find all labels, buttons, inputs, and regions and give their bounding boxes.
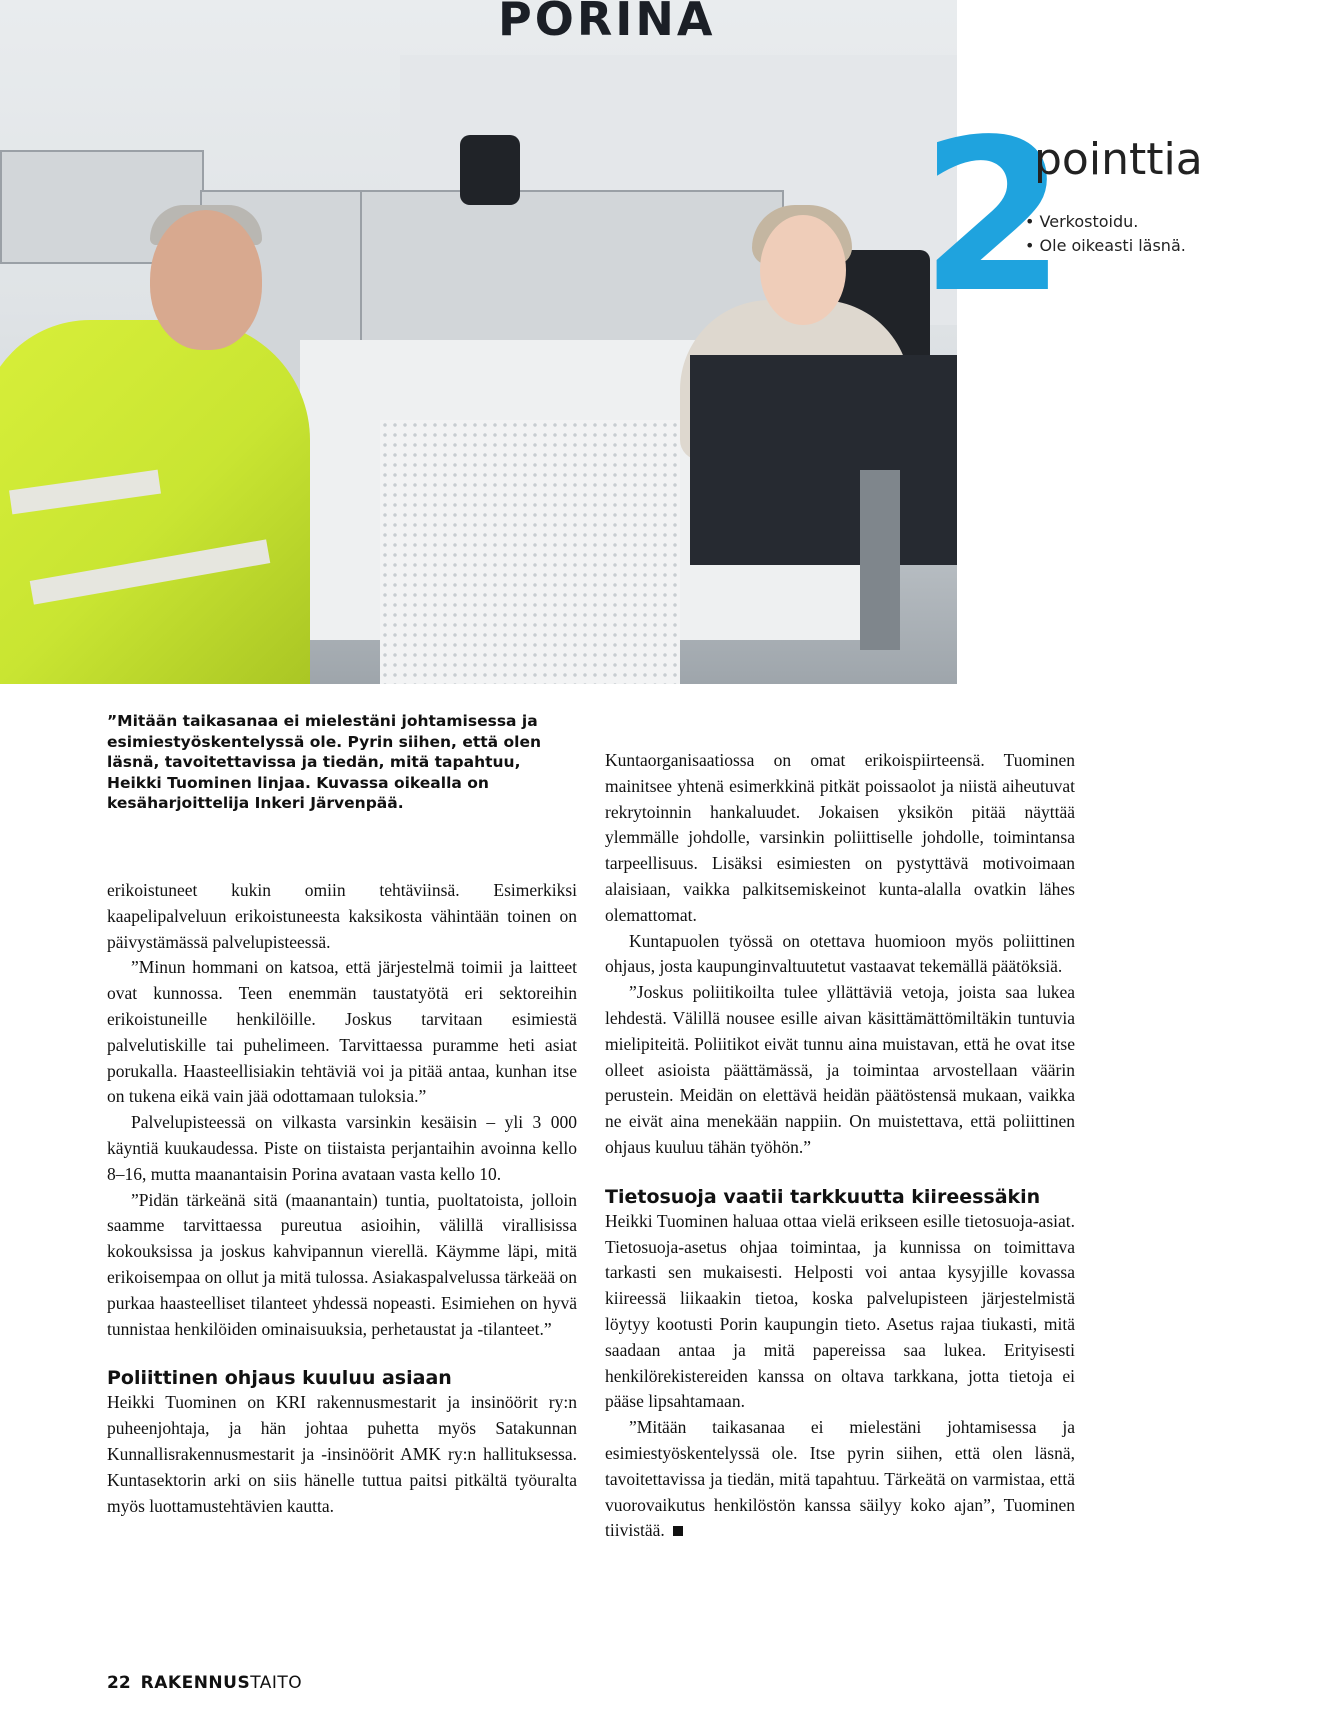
- body-paragraph: Kuntaorganisaatiossa on omat erikoispiirteensä. Tuominen mainitsee yhtenä esimerkkinä pitkät poissaolot ja niistä aiheutuvat rekrytoinnin hankaluudet. Jokaisen yksikön pitää näyttää ylemmälle johdolle, varsinkin poliittiselle johdolle, toimintansa tarpeellisuus. Lisäksi esimiesten on pystyttävä motivoimaan alaisiaan, vaikka palkitsemiskeinot kunta-alalla ovatkin lähes olemattomat.: [605, 750, 1075, 925]
- body-paragraph: ”Joskus poliitikoilta tulee yllättäviä vetoja, joista saa lukea lehdestä. Välillä nousee esille aivan käsittämättömiltäkin tuntuvia mielipiteitä. Poliitikot eivät tunnu aina muistavan, että he ovat itse olleet asioista päättämässä, ja toimintaa arvostellaan väärin perustein. Meidän on elettävä heidän päätöstensä mukaan, vaikka ne eivät aina menekään nappiin. On muistettava, että poliittinen ohjaus kuuluu tähän työhön.”: [605, 982, 1075, 1157]
- article-column-left: [107, 878, 577, 1519]
- body-paragraph: Heikki Tuominen haluaa ottaa vielä erikseen esille tietosuoja-asiat. Tietosuoja-asetus ohjaa toimintaa, ja kunnissa on toimittava tarkasti sen mukaisesti. Helposti voi antaa kysyjille kovassa kiireessä liikaakin tietoa, koska palvelupisteen järjestelmistä löytyy kootusti Porin kaupungin tieto. Asetus rajaa tiukasti, mitä saadaan antaa ja mitä papereissa saa lukea. Erityisesti henkilörekistereiden kanssa on oltava tarkkana, jotta tietoja ei pääse lipsahtamaan.: [605, 1210, 1075, 1412]
- magazine-brand-bold: RAKENNUS: [140, 1673, 251, 1693]
- body-paragraph: [605, 1415, 1075, 1544]
- man-head: [150, 210, 262, 350]
- body-paragraph: erikoistuneet kukin omiin tehtäviinsä. Esimerkiksi kaapelipalveluun erikoistuneesta kaksikosta vähintään toinen on päivystämässä palvelupisteessä.: [107, 880, 577, 952]
- body-paragraph: Kuntapuolen työssä on otettava huomioon myös poliittinen ohjaus, josta kaupunginvaltuutetut vastaavat tekemällä päätöksiä.: [605, 930, 1075, 977]
- body-paragraph: ”Minun hommani on katsoa, että järjestelmä toimii ja laitteet ovat kunnossa. Teen enemmän taustatyötä eri sektoreihin erikoistuneille henkilöille. Joskus tarvitaan esimiestä palvelutiskille tai puhelimeen. Tarvittaessa puramme heti asiat porukalla. Haasteellisiakin tehtäviä voi ja pitää antaa, kunhan itse on tukena eikä vain jää odottamaan tuloksia.”: [107, 957, 577, 1107]
- body-paragraph: ”Pidän tärkeänä sitä (maanantain) tuntia, puoltatoista, jolloin saamme tarvittaessa pureutua asioihin, välillä virallisissa kokouksissa ja joskus kahvipannun vierellä. Käymme läpi, mitä erikoisempaa on ollut ja mitä tulossa. Asiakaspalvelussa tärkeää on purkaa haasteelliset tilanteet yhdessä nopeasti. Esimiehen on hyvä tunnistaa henkilöiden ominaisuuksia, perhetaustat ja -tilanteet.”: [107, 1189, 577, 1339]
- service-desk-front: [380, 420, 680, 684]
- points-list: [1025, 210, 1186, 258]
- office-chair: [460, 135, 520, 205]
- points-item: • Verkostoidu.: [1025, 210, 1186, 234]
- article-photo: [0, 0, 957, 684]
- end-of-article-square-icon: [673, 1526, 683, 1536]
- photo-caption: ”Mitään taikasanaa ei mielestäni johtamisessa ja esimiestyöskentelyssä ole. Pyrin siihen, että olen läsnä, tavoitettavissa ja tiedän, mitä tapahtuu, Heikki Tuominen linjaa. Kuvassa oikealla on kesäharjoittelija Inkeri Järvenpää.: [107, 712, 542, 813]
- porina-wall-sign: PORINA: [498, 0, 716, 46]
- article-column-right: [605, 748, 1075, 1544]
- page-number: 22: [107, 1673, 131, 1693]
- section-heading: Tietosuoja vaatii tarkkuutta kiireessäkin: [605, 1185, 1041, 1208]
- closing-paragraph-text: ”Mitään taikasanaa ei mielestäni johtamisessa ja esimiestyöskentelyssä ole. Itse pyrin siihen, että olen läsnä, tavoitettavissa ja tiedän, mitä tapahtuu. Tärkeätä on varmistaa, että vuorovaikutus henkilöstön kanssa säilyy koko ajan”, Tuominen tiivistää.: [605, 1417, 1075, 1541]
- monitor-stand: [860, 470, 900, 650]
- points-number: 2: [920, 94, 1067, 339]
- magazine-brand-light: TAITO: [250, 1673, 303, 1693]
- points-title: pointtia: [1034, 134, 1203, 185]
- body-paragraph: Heikki Tuominen on KRI rakennusmestarit ja insinöörit ry:n puheenjohtaja, ja hän johtaa puhetta myös Satakunnan Kunnallisrakennusmestarit ja -insinöörit AMK ry:n hallituksessa. Kuntasektorin arki on siis hänelle tuttua paitsi pitkältä työuralta myös luottamustehtävien kautta.: [107, 1392, 577, 1516]
- body-paragraph: Palvelupisteessä on vilkasta varsinkin kesäisin – yli 3 000 käyntiä kuukaudessa. Piste on tiistaista perjantaihin avoinna kello 8–16, mutta maanantaisin Porina avataan vasta kello 10.: [107, 1112, 577, 1184]
- page-footer: [107, 1673, 302, 1693]
- computer-monitor: [690, 355, 957, 565]
- points-item: • Ole oikeasti läsnä.: [1025, 234, 1186, 258]
- woman-head: [760, 215, 846, 325]
- section-heading: Poliittinen ohjaus kuuluu asiaan: [107, 1367, 452, 1390]
